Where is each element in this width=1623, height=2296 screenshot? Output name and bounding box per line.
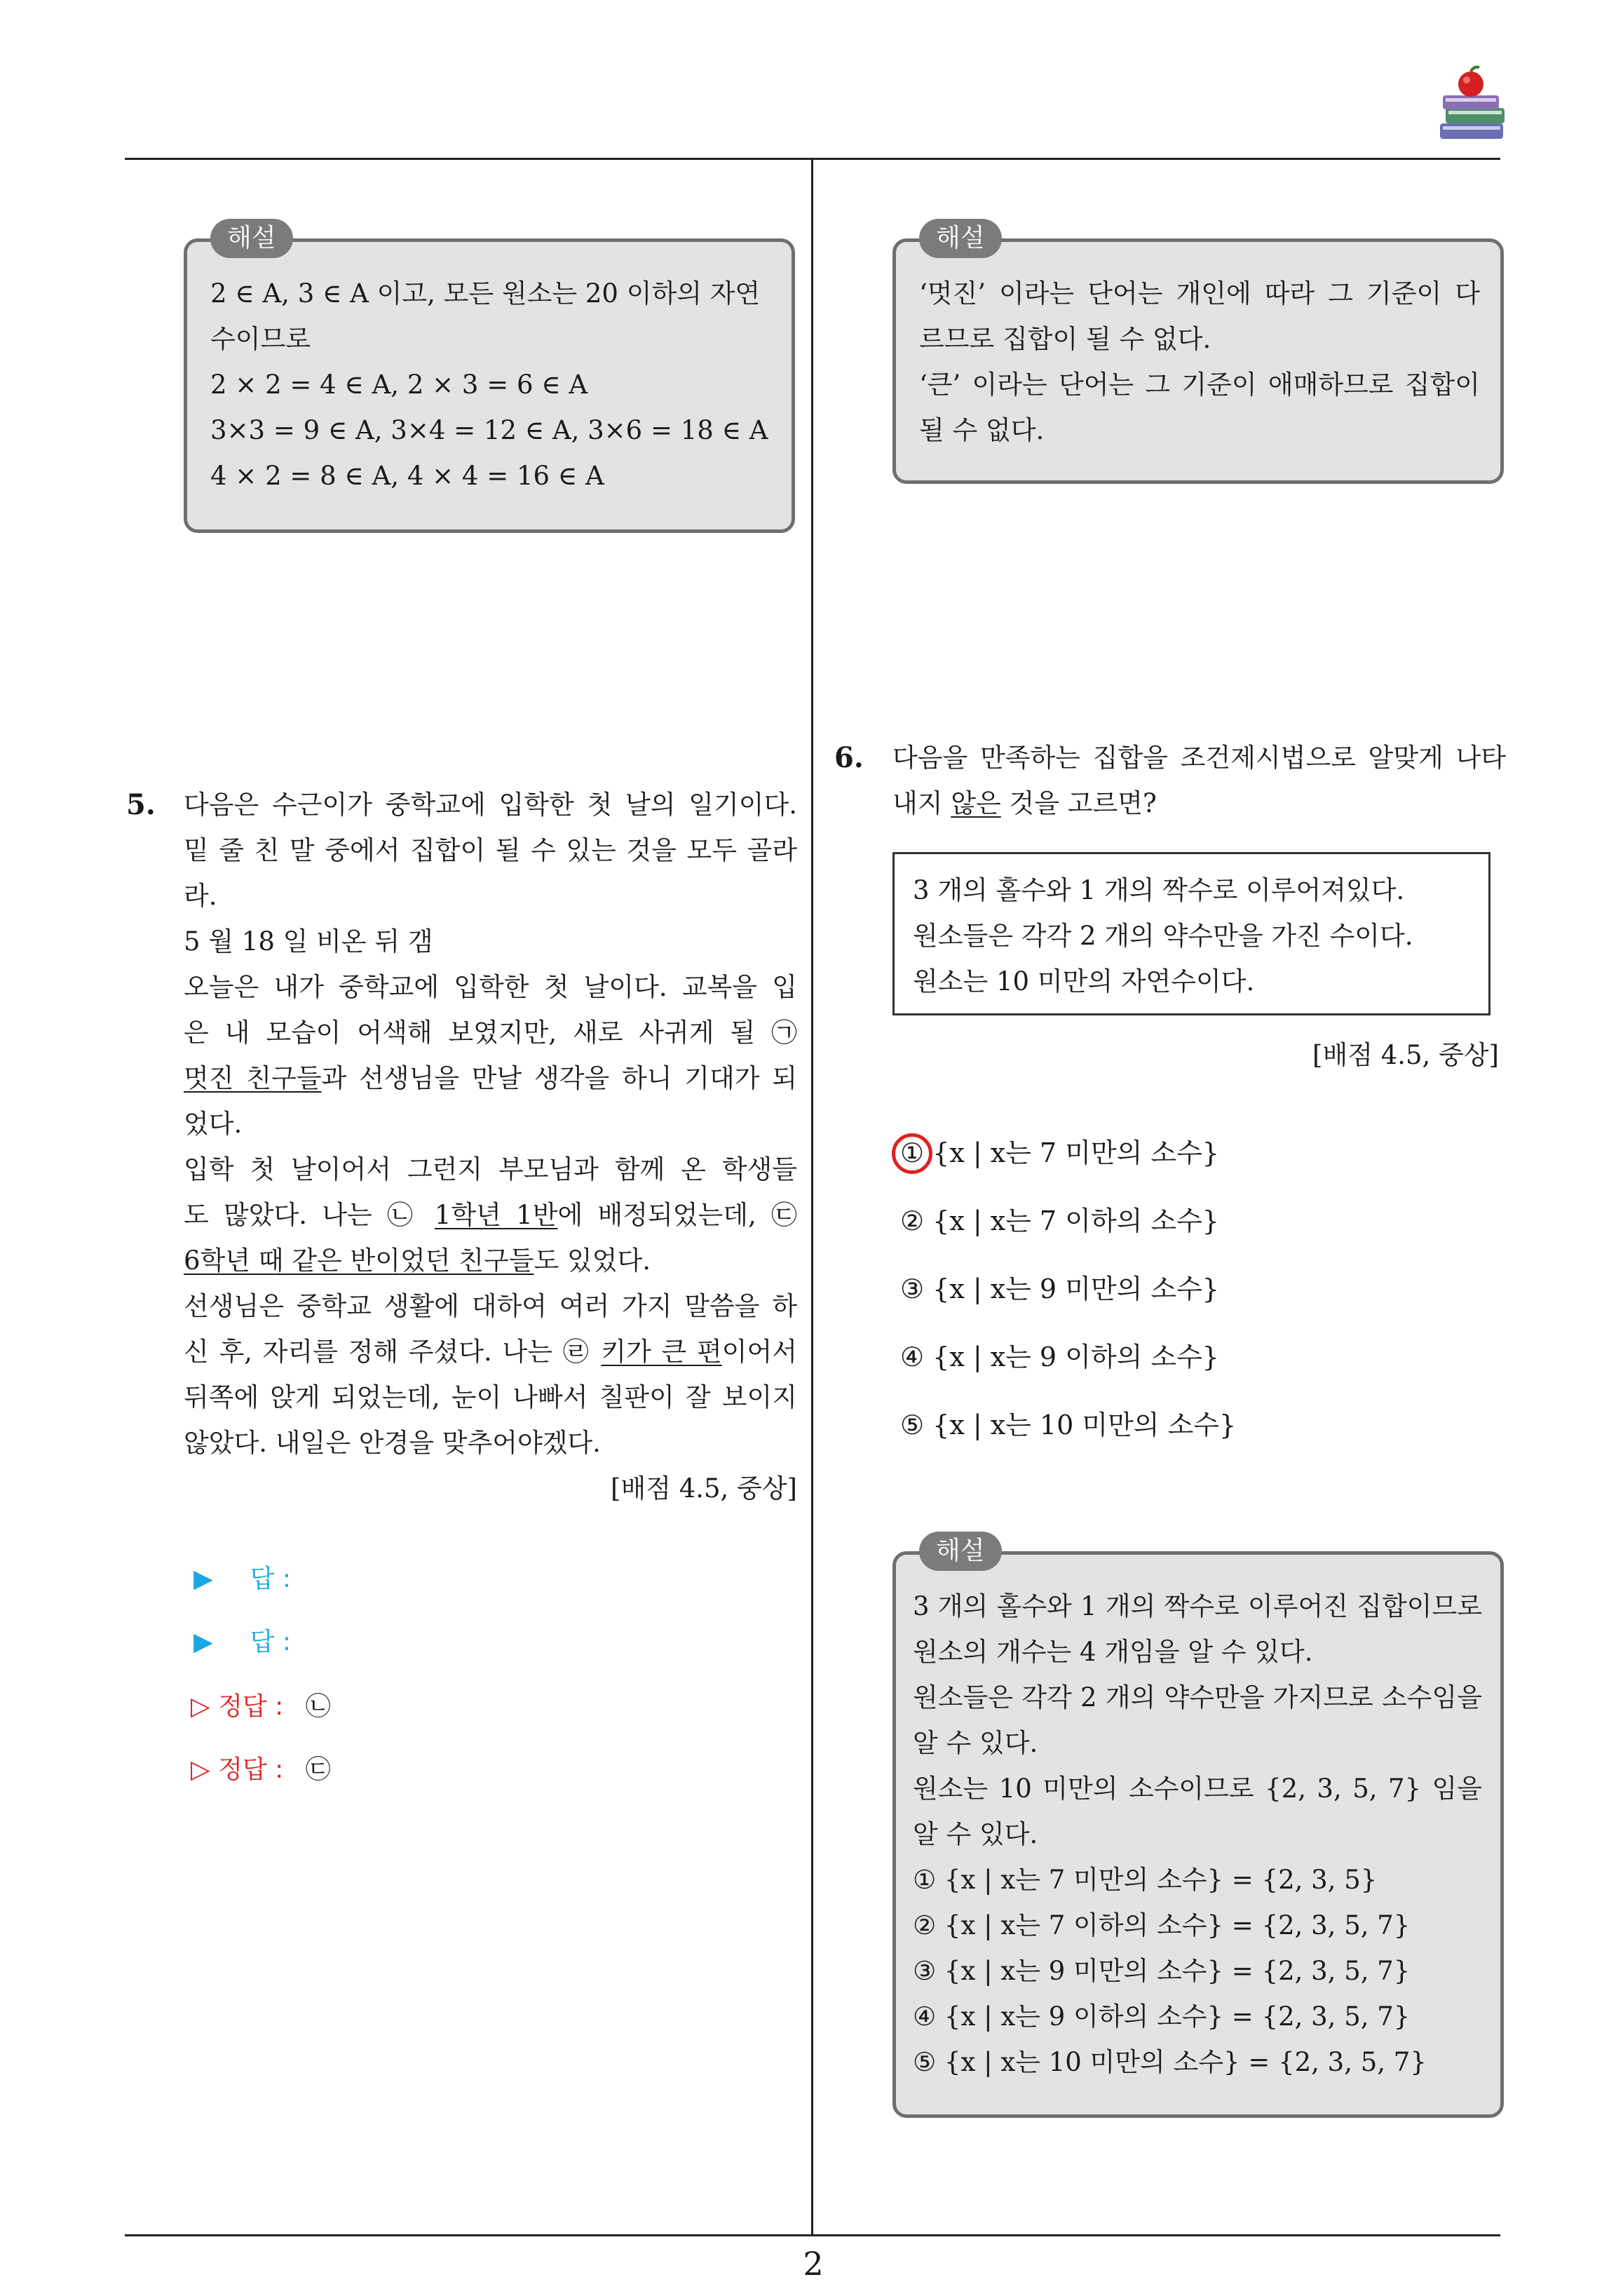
condition-line: 3 개의 홀수와 1 개의 짝수로 이루어져있다. [913,875,1405,905]
explanation-line: ‘큰’ 이라는 단어는 그 기준이 애매하므로 집합이 [919,370,1480,400]
explanation-3-text [913,1583,1482,2085]
diary-line: 않았다. 내일은 안경을 맞추어야겠다. [184,1428,601,1458]
q5-prompt-line: 라. [184,881,217,911]
answer-label: 답 : [250,1628,291,1656]
play-marker-icon: ▶ [193,1565,213,1593]
choice-1[interactable]: ① {x | x는 7 미만의 소수} [900,1137,1219,1168]
diary-line: 멋진 친구들과 선생님을 만날 생각을 하니 기대가 되 [184,1063,797,1093]
explanation-line: 3×3 = 9 ∈ A, 3×4 = 12 ∈ A, 3×6 = 18 ∈ A [210,415,768,445]
explanation-line: ④ {x | x는 9 이하의 소수} = {2, 3, 5, 7} [913,2001,1411,2032]
question-6-prompt [892,735,1506,826]
page-number: 2 [803,2245,824,2283]
condition-line: 원소들은 각각 2 개의 약수만을 가진 수이다. [913,921,1413,951]
answer-row-1 [193,1558,291,1600]
condition-line: 원소는 10 미만의 자연수이다. [913,966,1255,997]
outline-play-marker-icon: ▷ [191,1755,210,1784]
q5-score: [배점 4.5, 중상] [611,1473,797,1504]
diary-date: 5 월 18 일 비온 뒤 갬 [184,926,433,957]
explanation-2-text [919,271,1480,453]
books-apple-logo-icon [1436,65,1513,147]
explanation-line: ③ {x | x는 9 미만의 소수} = {2, 3, 5, 7} [913,1956,1411,1986]
explanation-line: ① {x | x는 7 미만의 소수} = {2, 3, 5} [913,1865,1378,1895]
explanation-line: 르므로 집합이 될 수 없다. [919,324,1211,354]
explanation-tag-2: 해설 [919,219,1002,258]
diary-line: 신 후, 자리를 정해 주셨다. 나는 ㉣ 키가 큰 편이어서 [184,1337,797,1367]
correct-answer-row-2 [191,1749,331,1791]
q6-prompt-line: 다음을 만족하는 집합을 조건제시법으로 알맞게 나타 [892,743,1506,773]
underline-d: 키가 큰 편 [601,1337,722,1367]
footer-rule [125,2234,1500,2236]
explanation-line: ② {x | x는 7 이하의 소수} = {2, 3, 5, 7} [913,1910,1411,1940]
correct-answer-label: 정답 : [218,1755,284,1784]
explanation-line: 알 수 있다. [913,1819,1038,1849]
diary-line: 었다. [184,1109,243,1139]
explanation-tag-3: 해설 [919,1532,1002,1571]
explanation-line: 2 ∈ A, 3 ∈ A 이고, 모든 원소는 20 이하의 자연 [210,278,761,309]
play-marker-icon: ▶ [193,1628,213,1656]
column-divider [811,160,813,2236]
explanation-line: 알 수 있다. [913,1728,1038,1758]
diary-line: 선생님은 중학교 생활에 대하여 여러 가지 말씀을 하 [184,1291,797,1321]
q6-prompt-line: 내지 않은 것을 고르면? [892,788,1157,818]
underline-b: 1학년 1반 [434,1200,558,1230]
explanation-1-text [210,271,768,499]
explanation-line: 원소들은 각각 2 개의 약수만을 가지므로 소수임을 [913,1682,1482,1713]
choice-5[interactable]: ⑤ {x | x는 10 미만의 소수} [900,1410,1237,1440]
choice-3[interactable]: ③ {x | x는 9 미만의 소수} [900,1274,1219,1304]
conditions-text [913,867,1413,1004]
q5-prompt-line: 다음은 수근이가 중학교에 입학한 첫 날의 일기이다. [184,790,797,820]
explanation-line: ⑤ {x | x는 10 미만의 소수} = {2, 3, 5, 7} [913,2047,1427,2077]
outline-play-marker-icon: ▷ [191,1692,210,1721]
question-5-number: 5. [126,788,156,821]
q6-emphasis: 않은 [951,788,1001,818]
choice-4[interactable]: ④ {x | x는 9 이하의 소수} [900,1342,1219,1372]
diary-line: 입학 첫 날이어서 그런지 부모님과 함께 온 학생들 [184,1154,797,1184]
correct-answer-row-1 [191,1686,331,1728]
explanation-line: 원소의 개수는 4 개임을 알 수 있다. [913,1637,1313,1667]
correct-answer-value: ㉢ [305,1755,331,1784]
explanation-tag-1: 해설 [210,219,293,258]
explanation-line: 수이므로 [210,324,311,354]
question-6-number: 6. [834,741,864,774]
q6-score: [배점 4.5, 중상] [1312,1040,1499,1070]
diary-line: 뒤쪽에 앉게 되었는데, 눈이 나빠서 칠판이 잘 보이지 [184,1382,797,1412]
explanation-line: 4 × 2 = 8 ∈ A, 4 × 4 = 16 ∈ A [210,461,604,491]
explanation-line: 3 개의 홀수와 1 개의 짝수로 이루어진 집합이므로 [913,1591,1482,1621]
explanation-line: 될 수 없다. [919,415,1045,445]
diary-line: 은 내 모습이 어색해 보였지만, 새로 사귀게 될 ㉠ [184,1018,797,1048]
diary-line: 오늘은 내가 중학교에 입학한 첫 날이다. 교복을 입 [184,972,797,1002]
diary-line: 6학년 때 같은 반이었던 친구들도 있었다. [184,1245,651,1276]
choice-2[interactable]: ② {x | x는 7 이하의 소수} [900,1206,1219,1236]
correct-answer-label: 정답 : [218,1692,284,1721]
q5-prompt-line: 밑 줄 친 말 중에서 집합이 될 수 있는 것을 모두 골라 [184,835,797,865]
answer-label: 답 : [250,1565,291,1593]
explanation-line: 2 × 2 = 4 ∈ A, 2 × 3 = 6 ∈ A [210,370,588,400]
explanation-line: ‘멋진’ 이라는 단어는 개인에 따라 그 기준이 다 [919,278,1480,309]
diary-line: 도 많았다. 나는 ㉡ 1학년 1반에 배정되었는데, ㉢ [184,1200,797,1230]
explanation-line: 원소는 10 미만의 소수이므로 {2, 3, 5, 7} 임을 [913,1774,1482,1804]
answer-row-2 [193,1621,291,1663]
question-5-body [184,782,797,1511]
correct-answer-value: ㉡ [305,1692,331,1721]
underline-c: 6학년 때 같은 반이었던 친구들 [184,1245,534,1276]
underline-a: 멋진 친구들 [184,1063,322,1093]
